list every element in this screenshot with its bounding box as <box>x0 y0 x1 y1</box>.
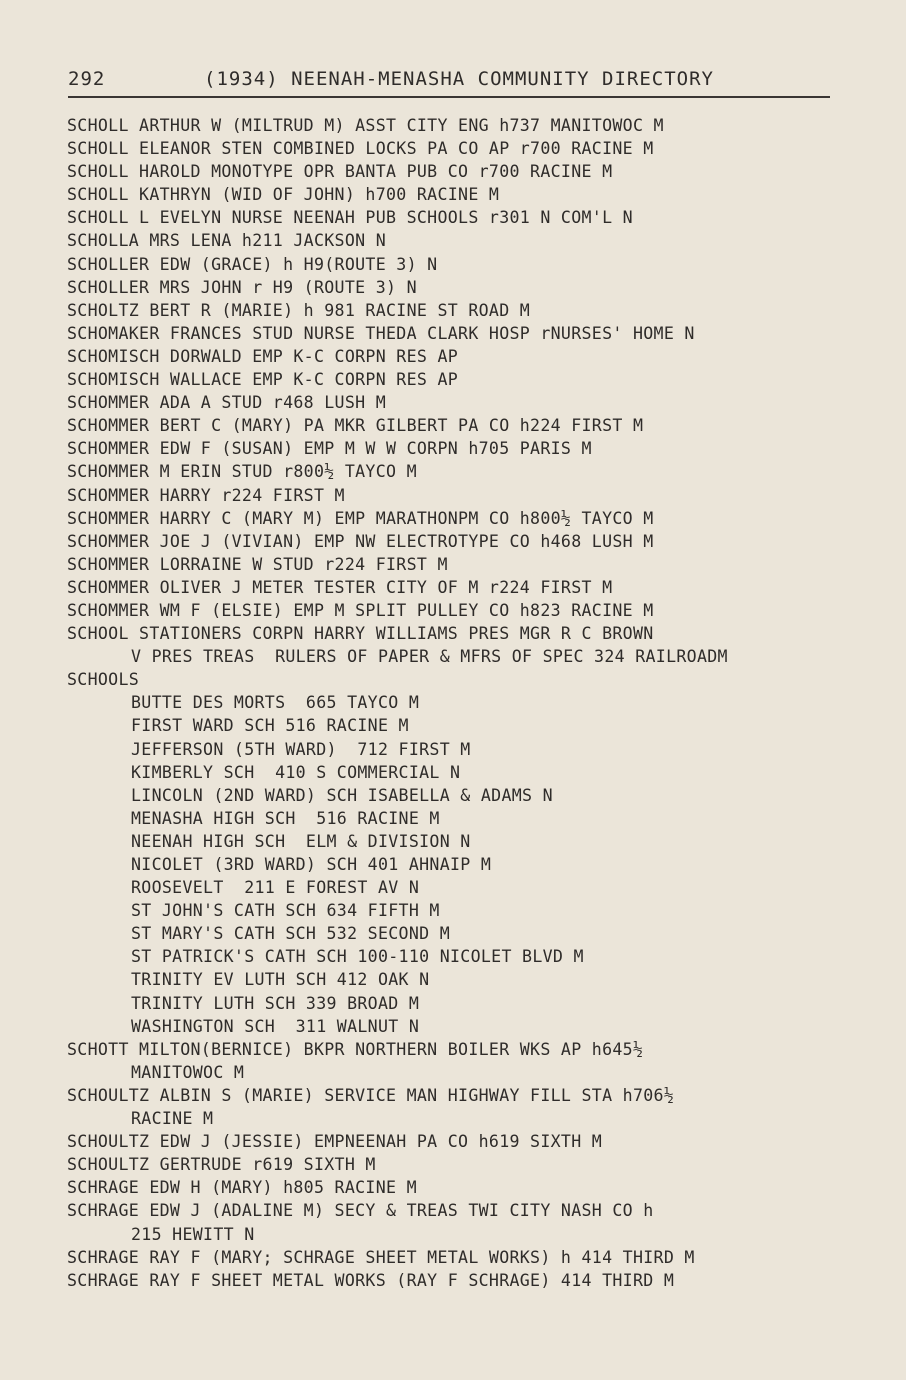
directory-entry: ST PATRICK'S CATH SCH 100-110 NICOLET BLVD M <box>131 947 584 967</box>
directory-entry: ROOSEVELT 211 E FOREST AV N <box>131 878 420 898</box>
directory-entry: SCHOLL ELEANOR STEN COMBINED LOCKS PA CO AP r700 RACINE M <box>67 139 654 159</box>
directory-entry: SCHOLLER MRS JOHN r H9 (ROUTE 3) N <box>67 277 417 297</box>
page-number: 292 <box>68 68 106 90</box>
directory-entry: SCHOOL STATIONERS CORPN HARRY WILLIAMS PRES MGR R C BROWN <box>67 624 654 644</box>
directory-entry: MANITOWOC M <box>131 1062 245 1082</box>
directory-entry: SCHRAGE EDW H (MARY) h805 RACINE M <box>67 1178 417 1198</box>
directory-entry: 215 HEWITT N <box>131 1224 255 1244</box>
directory-entry: MENASHA HIGH SCH 516 RACINE M <box>131 808 440 828</box>
directory-entry: KIMBERLY SCH 410 S COMMERCIAL N <box>131 762 461 782</box>
directory-entry: SCHOULTZ ALBIN S (MARIE) SERVICE MAN HIGHWAY FILL STA h706½ <box>67 1085 675 1105</box>
directory-entry: NICOLET (3RD WARD) SCH 401 AHNAIP M <box>131 855 492 874</box>
directory-entry: SCHOMMER EDW F (SUSAN) EMP M W W CORPN h705 PARIS M <box>67 439 592 459</box>
directory-entry: SCHOULTZ EDW J (JESSIE) EMPNEENAH PA CO h619 SIXTH M <box>67 1132 603 1152</box>
directory-entry: ST JOHN'S CATH SCH 634 FIFTH M <box>131 901 440 921</box>
directory-entry: SCHRAGE RAY F SHEET METAL WORKS (RAY F SCHRAGE) 414 THIRD M <box>67 1270 675 1290</box>
directory-entry: SCHOMAKER FRANCES STUD NURSE THEDA CLARK HOSP rNURSES' HOME N <box>67 323 695 343</box>
directory-entry: SCHOMISCH WALLACE EMP K-C CORPN RES AP <box>67 370 459 390</box>
directory-entry: SCHRAGE RAY F (MARY; SCHRAGE SHEET METAL WORKS) h 414 THIRD M <box>67 1247 695 1267</box>
directory-entry: SCHOMMER LORRAINE W STUD r224 FIRST M <box>67 554 448 574</box>
directory-entry: SCHOMMER HARRY r224 FIRST M <box>67 485 345 505</box>
directory-listing <box>67 114 857 1292</box>
directory-entry: SCHOLL HAROLD MONOTYPE OPR BANTA PUB CO r700 RACINE M <box>67 162 613 182</box>
directory-entry: SCHOLL ARTHUR W (MILTRUD M) ASST CITY ENG h737 MANITOWOC M <box>67 116 664 135</box>
page-title: (1934) NEENAH-MENASHA COMMUNITY DIRECTORY <box>204 68 714 90</box>
directory-entry: SCHOMMER JOE J (VIVIAN) EMP NW ELECTROTYPE CO h468 LUSH M <box>67 531 654 551</box>
directory-entry: SCHOLL KATHRYN (WID OF JOHN) h700 RACINE M <box>67 185 500 205</box>
directory-entry: SCHOMMER ADA A STUD r468 LUSH M <box>67 393 386 413</box>
directory-entry: JEFFERSON (5TH WARD) 712 FIRST M <box>131 739 471 759</box>
directory-entry: SCHOOLS <box>67 670 140 690</box>
directory-entry: SCHOMMER HARRY C (MARY M) EMP MARATHONPM CO h800½ TAYCO M <box>67 508 654 528</box>
directory-entry: BUTTE DES MORTS 665 TAYCO M <box>131 693 420 713</box>
directory-entry: SCHOMMER WM F (ELSIE) EMP M SPLIT PULLEY CO h823 RACINE M <box>67 600 654 620</box>
directory-entry: SCHOLLA MRS LENA h211 JACKSON N <box>67 231 386 251</box>
directory-entry: FIRST WARD SCH 516 RACINE M <box>131 716 409 736</box>
directory-entry: SCHOLL L EVELYN NURSE NEENAH PUB SCHOOLS r301 N COM'L N <box>67 208 633 228</box>
directory-entry: SCHOULTZ GERTRUDE r619 SIXTH M <box>67 1155 376 1175</box>
directory-entry: TRINITY EV LUTH SCH 412 OAK N <box>131 970 430 990</box>
directory-entry: SCHOLTZ BERT R (MARIE) h 981 RACINE ST ROAD M <box>67 300 531 320</box>
directory-entry: SCHOMMER OLIVER J METER TESTER CITY OF M r224 FIRST M <box>67 577 613 597</box>
directory-entry: SCHOLLER EDW (GRACE) h H9(ROUTE 3) N <box>67 254 438 274</box>
directory-entry: V PRES TREAS RULERS OF PAPER & MFRS OF SPEC 324 RAILROADM <box>131 647 728 667</box>
directory-entry: NEENAH HIGH SCH ELM & DIVISION N <box>131 831 471 851</box>
directory-entry: LINCOLN (2ND WARD) SCH ISABELLA & ADAMS N <box>131 785 553 805</box>
directory-entry: SCHOTT MILTON(BERNICE) BKPR NORTHERN BOILER WKS AP h645½ <box>67 1039 644 1059</box>
directory-entry: ST MARY'S CATH SCH 532 SECOND M <box>131 924 450 944</box>
directory-entry: SCHRAGE EDW J (ADALINE M) SECY & TREAS TWI CITY NASH CO h <box>67 1201 654 1221</box>
page-header <box>68 66 830 98</box>
directory-entry: SCHOMISCH DORWALD EMP K-C CORPN RES AP <box>67 346 459 366</box>
directory-entry: WASHINGTON SCH 311 WALNUT N <box>131 1016 420 1036</box>
directory-entry: SCHOMMER BERT C (MARY) PA MKR GILBERT PA CO h224 FIRST M <box>67 416 644 436</box>
directory-entry: TRINITY LUTH SCH 339 BROAD M <box>131 993 420 1013</box>
directory-entry: RACINE M <box>131 1109 214 1129</box>
directory-entry: SCHOMMER M ERIN STUD r800½ TAYCO M <box>67 462 417 482</box>
